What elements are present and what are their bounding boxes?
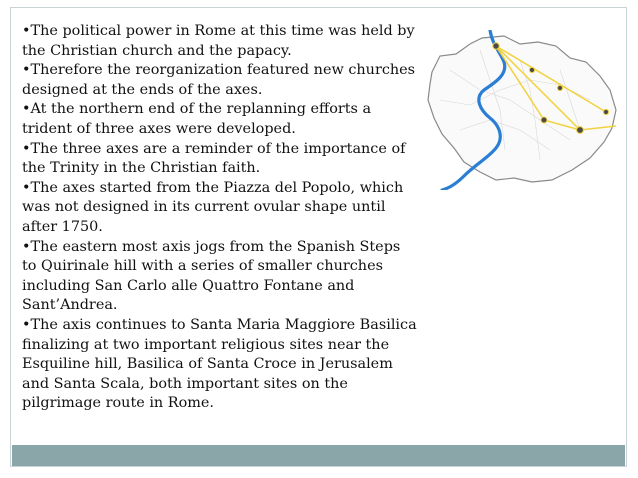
footer-bar — [12, 445, 625, 466]
bullet-item: •Therefore the reorganization featured new churches designed at the ends of the axes. — [22, 62, 416, 98]
bullet-item: •At the northern end of the replanning efforts a trident of three axes were developed. — [22, 101, 372, 137]
rome-axes-map-icon — [420, 30, 622, 190]
bullet-item: •The political power in Rome at this time was held by the Christian church and the papacy. — [22, 23, 415, 59]
bullet-list — [22, 22, 418, 414]
bullet-item: •The three axes are a reminder of the importance of the Trinity in the Christian faith. — [22, 140, 406, 177]
bullet-item: •The eastern most axis jogs from the Spanish Steps to Quirinale hill with a series of smaller churches including San Carlo alle Quattro Fontane and Sant’Andrea. — [22, 238, 401, 314]
bullet-item: •The axes started from the Piazza del Popolo, which was not designed in its current ovular shape until after 1750. — [22, 179, 404, 235]
bullet-item: •The axis continues to Santa Maria Maggiore Basilica finalizing at two important religious sites near the Esquiline hill, Basilica of Santa Croce in Jerusalem and Santa Scala, both important sites on the pilgrimage route in Rome. — [22, 316, 417, 412]
